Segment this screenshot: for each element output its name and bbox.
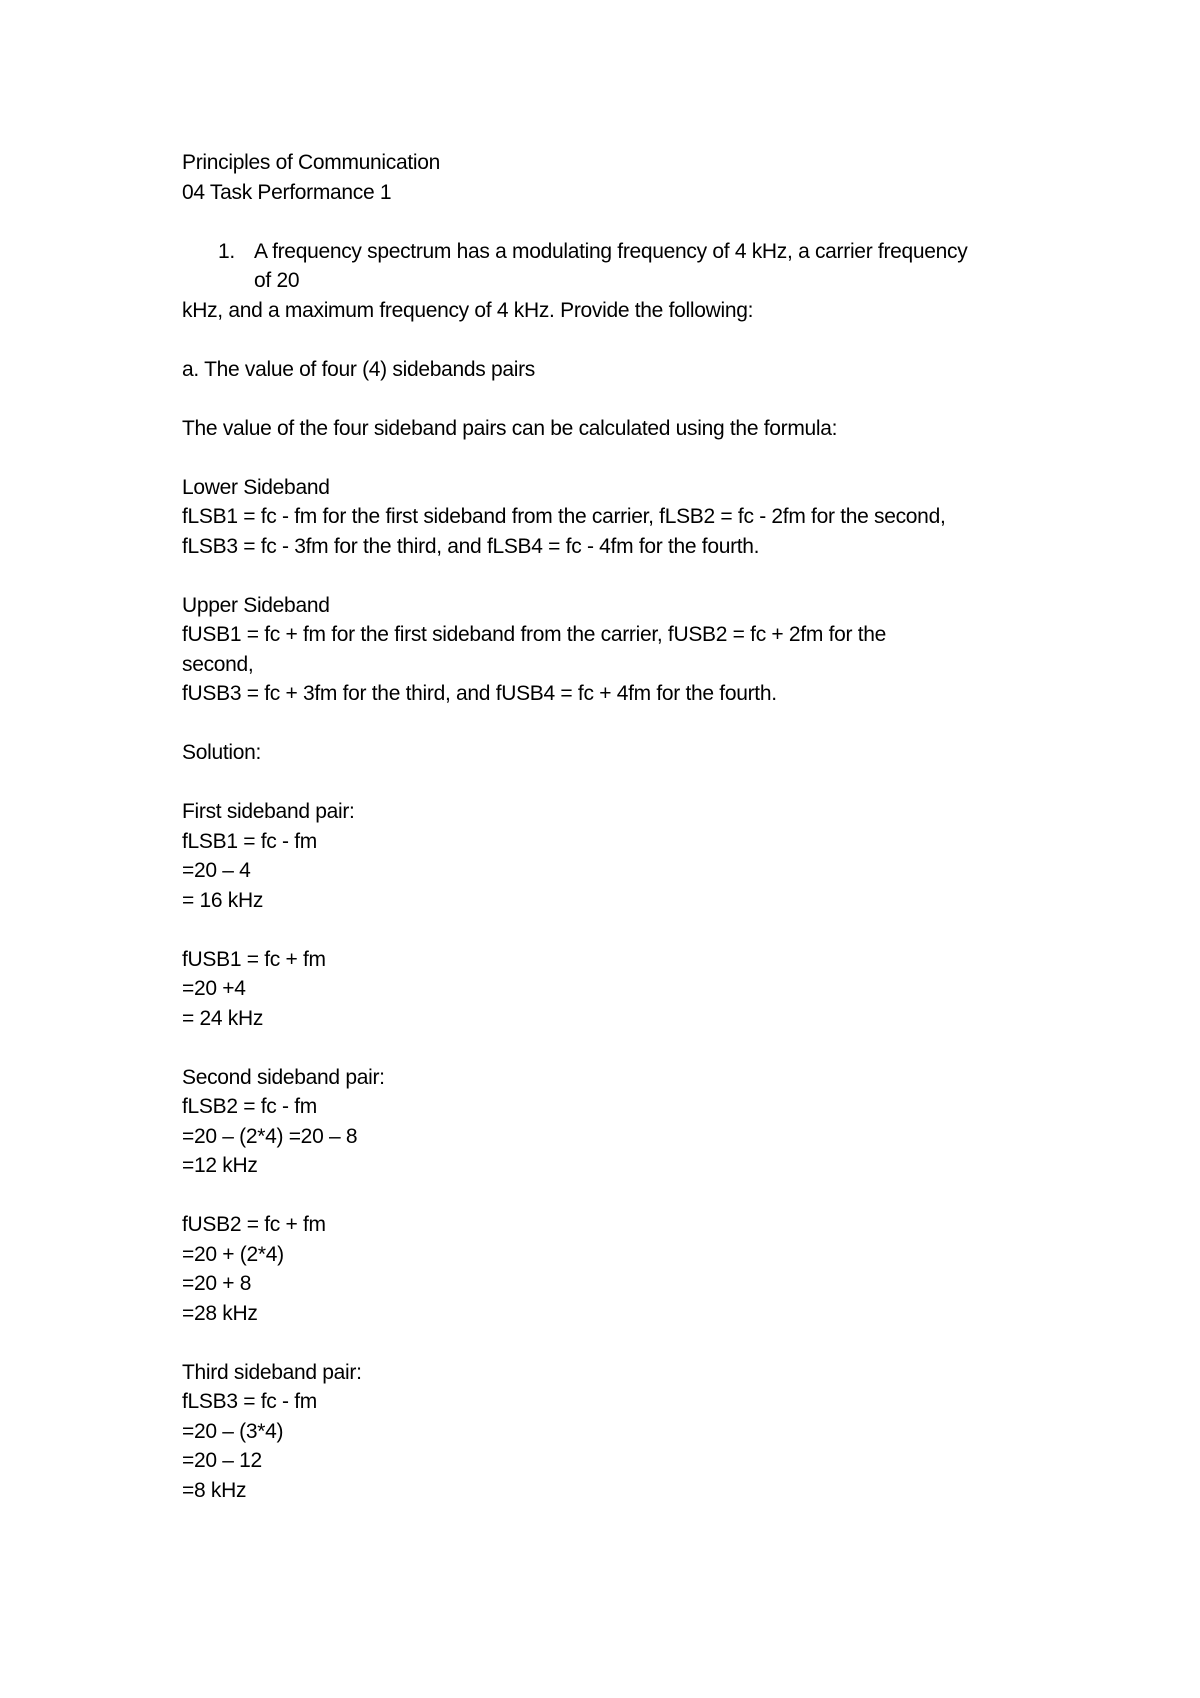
calc-line: = 24 kHz [182, 1006, 264, 1030]
lower-sideband-heading: Lower Sideband [182, 475, 330, 499]
calc-line: =20 – 12 [182, 1449, 262, 1472]
calc-line: =20 + 8 [182, 1272, 252, 1295]
calc-line: fLSB1 = fc - fm [182, 829, 317, 853]
calc-line: fLSB3 = fc - fm [182, 1390, 317, 1413]
lower-sideband-line: fLSB1 = fc - fm for the first sideband from the carrier, fLSB2 = fc - 2fm for the second, [182, 505, 946, 528]
upper-sideband-heading: Upper Sideband [182, 593, 330, 617]
calc-line: fUSB2 = fc + fm [182, 1213, 326, 1236]
calc-line: fLSB2 = fc - fm [182, 1095, 317, 1118]
spacer [182, 1033, 1082, 1063]
calc-line: =20 +4 [182, 977, 246, 1000]
calc-line: =20 + (2*4) [182, 1242, 284, 1266]
solution-label: Solution: [182, 741, 262, 764]
task-title: 04 Task Performance 1 [182, 180, 392, 204]
lower-sideband-line: fLSB3 = fc - 3fm for the third, and fLSB4 = fc - 4fm for the fourth. [182, 534, 760, 558]
spacer [182, 768, 1082, 798]
spacer [182, 1328, 1082, 1358]
third-pair-heading: Third sideband pair: [182, 1360, 362, 1384]
question-1 [182, 237, 1082, 296]
upper-sideband-line: fUSB3 = fc + 3fm for the third, and fUSB4 = fc + 4fm for the fourth. [182, 682, 777, 705]
question-text: A frequency spectrum has a modulating frequency of 4 kHz, a carrier frequency of 20 [254, 239, 968, 292]
spacer [182, 207, 1082, 237]
spacer [182, 384, 1082, 414]
upper-sideband-line: fUSB1 = fc + fm for the first sideband from the carrier, fUSB2 = fc + 2fm for the [182, 623, 887, 646]
calc-line: fUSB1 = fc + fm [182, 947, 326, 971]
question-continuation: kHz, and a maximum frequency of 4 kHz. Provide the following: [182, 298, 754, 322]
spacer [182, 325, 1082, 355]
second-pair-heading: Second sideband pair: [182, 1065, 385, 1089]
spacer [182, 1181, 1082, 1211]
question-number: 1. [218, 239, 235, 263]
formula-intro: The value of the four sideband pairs can be calculated using the formula: [182, 416, 838, 440]
spacer [182, 709, 1082, 739]
upper-sideband-line: second, [182, 652, 254, 676]
part-a-label: a. The value of four (4) sidebands pairs [182, 357, 535, 381]
calc-line: =20 – (3*4) [182, 1419, 284, 1443]
first-pair-heading: First sideband pair: [182, 800, 355, 823]
spacer [182, 561, 1082, 591]
spacer [182, 915, 1082, 945]
calc-line: =20 – (2*4) =20 – 8 [182, 1124, 358, 1148]
document-body [182, 148, 1082, 1505]
calc-line: =12 kHz [182, 1154, 258, 1177]
calc-line: = 16 kHz [182, 888, 264, 912]
calc-line: =28 kHz [182, 1301, 258, 1325]
calc-line: =20 – 4 [182, 859, 251, 882]
spacer [182, 443, 1082, 473]
course-title: Principles of Communication [182, 151, 441, 174]
calc-line: =8 kHz [182, 1478, 247, 1502]
